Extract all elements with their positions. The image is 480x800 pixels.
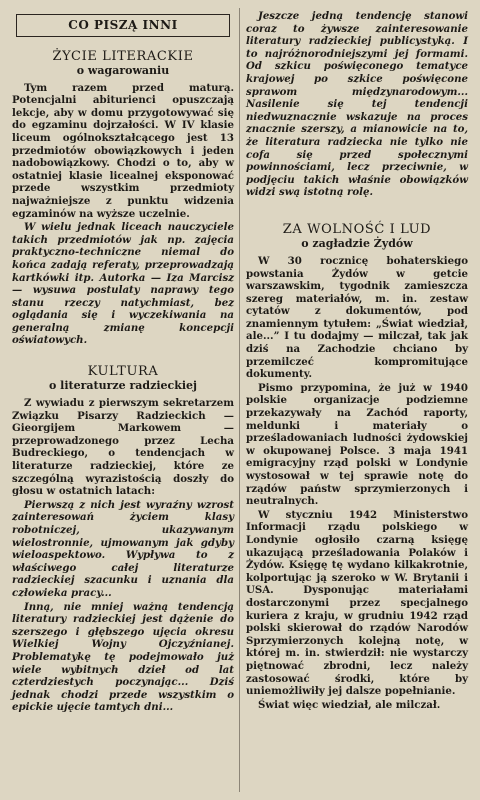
article3-title: ZA WOLNOŚĆ I LUD: [282, 221, 432, 237]
right-column: [246, 10, 468, 712]
article2-paragraph: Pierwszą z nich jest wyraźny wzrost zainteresowań życiem klasy robotniczej, ukazywanym wielostronnie, ujmowanym jak gdyby wieloaspektowo. Wypływa to z właściwego całej literaturze radzieckiej szacunku i uznania dla człowieka pracy...: [12, 498, 234, 599]
article3-paragraph: W 30 rocznicę bohaterskiego powstania Żydów w getcie warszawskim, tygodnik zamieszcza szereg materiałów, m. in. zestaw cytatów z dokumentów, pod znamiennym tytułem: „Świat wiedział, ale...” I tu dodajmy — milczał, tak jak dziś na Zachodzie chciano by przemilczeć kompromitujące dokumenty.: [246, 254, 468, 381]
article1-paragraph: W wielu jednak liceach nauczyciele takich przedmiotów jak np. zajęcia praktyczno-techniczne niemal do końca zadają referaty, przeprowadzają kartkówki itp. Autorka — Iza Marcisz — wysuwa postulaty naprawy tego stanu rzeczy natychmiast, bez oglądania się i wyczekiwania na generalną zmianę koncepcji oświatowych.: [12, 221, 234, 347]
article3-paragraph: Pismo przypomina, że już w 1940 polskie organizacje podziemne przekazywały na Zachód raporty, meldunki i materiały o prześladowaniach ludności żydowskiej w okupowanej Polsce. 3 maja 1941 emigracyjny rząd polski w Londynie wystosował w tej sprawie notę do rządów państw sprzymierzonych i neutralnych.: [246, 381, 468, 508]
article2-title: KULTURA: [87, 364, 159, 380]
column-divider: [239, 8, 240, 792]
article3-paragraph: W styczniu 1942 Ministerstwo Informacji rządu polskiego w Londynie ogłosiło czarną księgę ukazującą prześladowania Polaków i Żydów. Księgę tę wydano kilkakrotnie, kolportując ją szeroko w W. Brytanii i USA. Dysponując materiałami dostarczonymi przez specjalnego kuriera z kraju, w grudniu 1942 rząd polski skierował do rządów Narodów Sprzymierzonych kolejną notę, w której m. in. stwierdził: nie wystarczy piętnować zbrodni, lecz należy zastosować środki, które by uniemożliwiły jej dalsze popełnianie.: [246, 508, 468, 698]
article2-continued-paragraph: Jeszcze jedną tendencję stanowi coraz to żywsze zainteresowanie literatury radzieckiej publicystyką. I to najróżnorodniejszymi jej formami. Od szkicu poświęconego tematyce krajowej po szkice poświęcone sprawom międzynarodowym... Nasilenie się tej tendencji niedwuznacznie wskazuje na proces znacznie szerszy, a mianowicie na to, że literatura radziecka nie tylko nie cofa się przed społecznymi powinnościami, lecz przeciwnie, w podjęciu takich właśnie obowiązków widzi swą istotną rolę.: [246, 10, 468, 199]
article1-paragraph: Tym razem przed maturą. Potencjalni abiturienci opuszczają lekcje, aby w domu przygotowywać się do egzaminu dojrzałości. W IV klasie liceum ogólnokształcącego jest 13 przedmiotów obowiązkowych i jeden nadobowiązkowy. Chodzi o to, aby w ostatniej klasie licealnej eksponować przede wszystkim przedmioty najważniejsze z punktu widzenia egzaminów na wyższe uczelnie.: [12, 81, 234, 220]
article2-subtitle: o literaturze radzieckiej: [49, 379, 197, 393]
article3-paragraph: Świat więc wiedział, ale milczał.: [258, 698, 441, 711]
left-column: [12, 10, 234, 715]
column-heading: CO PISZĄ INNI: [16, 14, 230, 37]
article3-subtitle: o zagładzie Żydów: [301, 236, 413, 250]
article1-subtitle: o wagarowaniu: [76, 63, 170, 77]
article2-paragraph: Inną, nie mniej ważną tendencją literatury radzieckiej jest dążenie do szerszego i głębszego ujęcia okresu Wielkiej Wojny Ojczyźnianej. Problematykę tę podejmowało już wiele wybitnych dzieł od lat czterdziestych poczynając... Dziś jednak chodzi przede wszystkim o epickie ujęcie tamtych dni...: [12, 600, 234, 714]
article1-title: ŻYCIE LITERACKIE: [52, 48, 194, 64]
article2-paragraph: Z wywiadu z pierwszym sekretarzem Związku Pisarzy Radzieckich — Gieorgijem Markowem — przeprowadzonego przez Lecha Budreckiego, o tendencjach w literaturze radzieckiej, które ze szczególną wyrazistością doszły do głosu w ostatnich latach:: [12, 397, 234, 498]
